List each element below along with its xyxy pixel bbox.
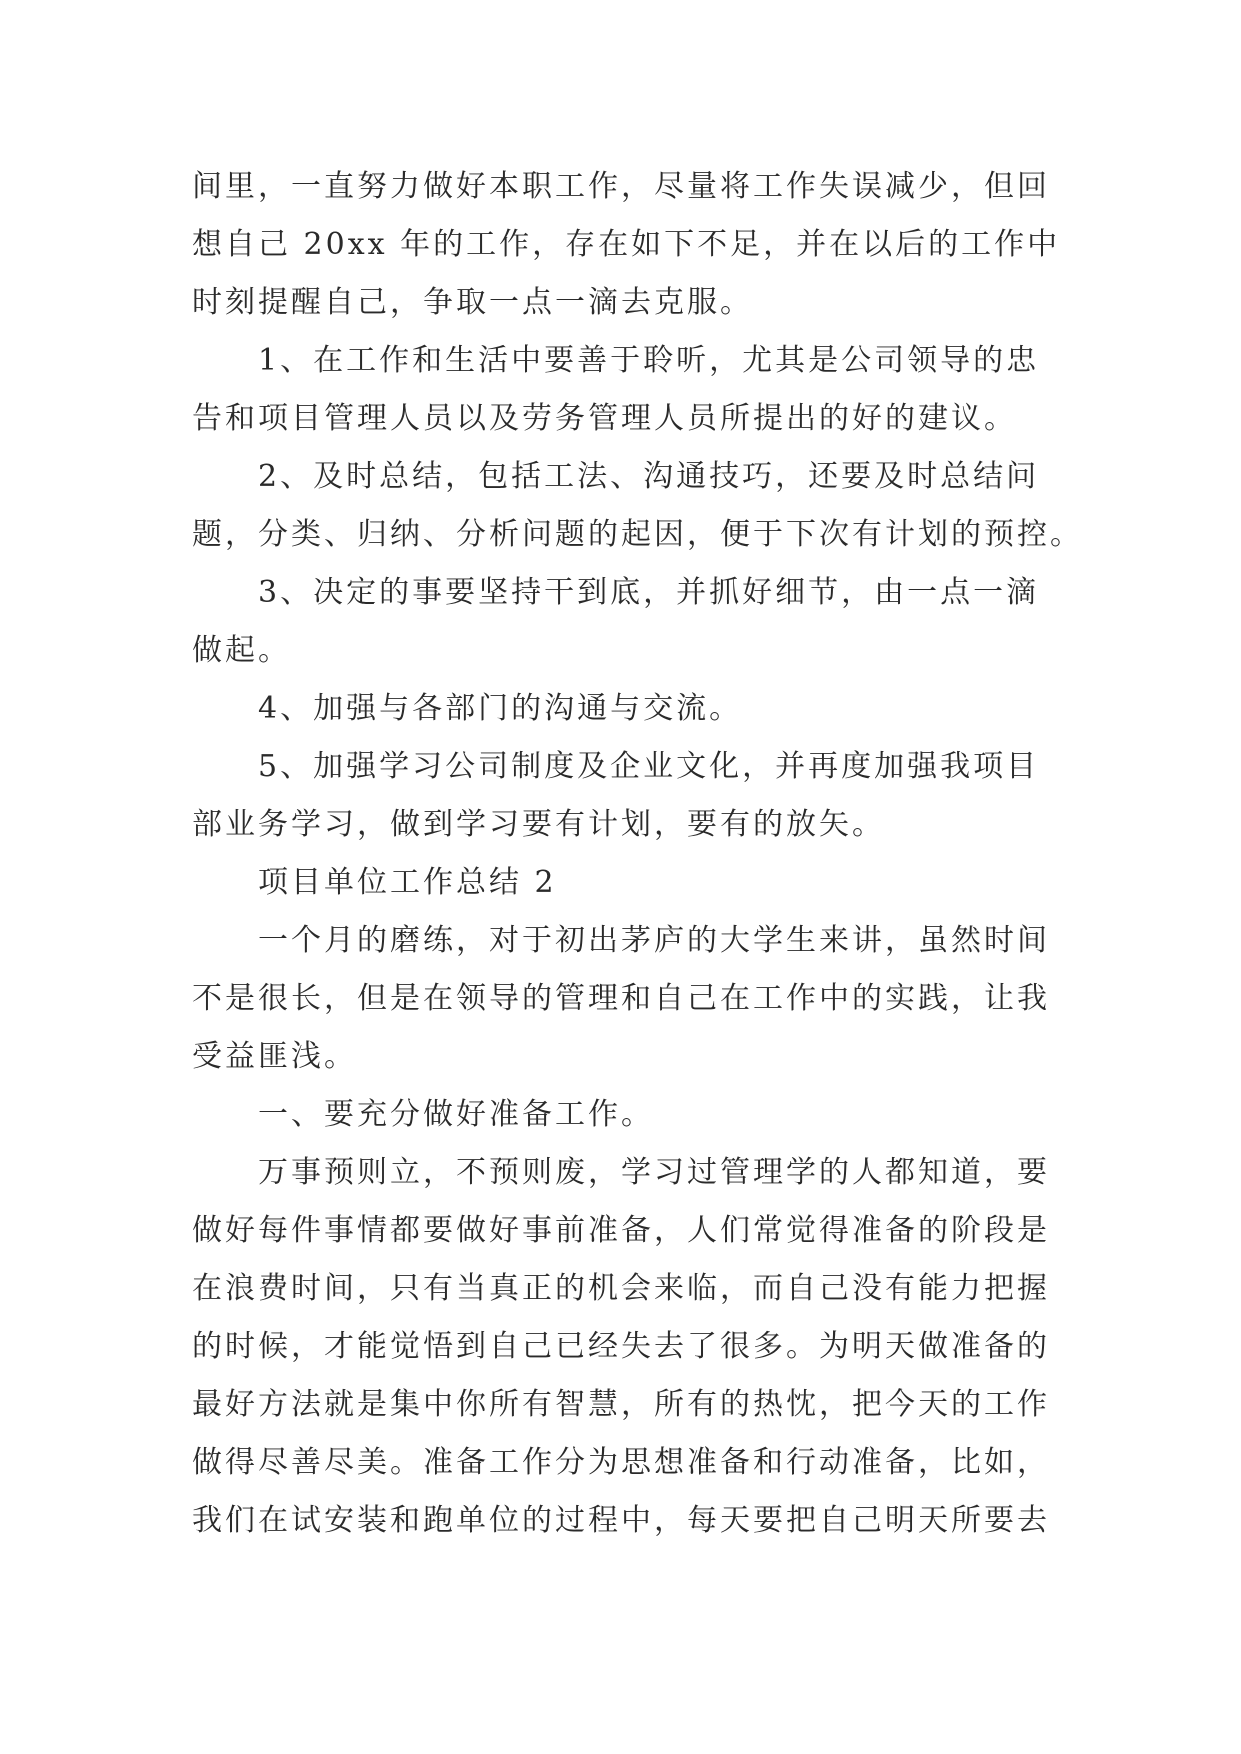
text-line: 时刻提醒自己，争取一点一滴去克服。 xyxy=(192,285,753,320)
text-line: 间里，一直努力做好本职工作，尽量将工作失误减少，但回 xyxy=(192,169,1050,204)
paragraph-start: 一个月的磨练，对于初出茅庐的大学生来讲，虽然时间 xyxy=(192,923,1050,958)
list-item-2: 2、及时总结，包括工法、沟通技巧，还要及时总结问 xyxy=(192,459,1040,494)
list-item-3: 3、决定的事要坚持干到底，并抓好细节，由一点一滴 xyxy=(192,575,1040,610)
text-line: 我们在试安装和跑单位的过程中，每天要把自己明天所要去 xyxy=(192,1503,1050,1538)
list-item-1: 1、在工作和生活中要善于聆听，尤其是公司领导的忠 xyxy=(192,343,1040,378)
text-line: 做得尽善尽美。准备工作分为思想准备和行动准备，比如， xyxy=(192,1445,1050,1480)
list-item-5: 5、加强学习公司制度及企业文化，并再度加强我项目 xyxy=(192,749,1040,784)
text-line: 不是很长，但是在领导的管理和自己在工作中的实践，让我 xyxy=(192,981,1050,1016)
section-heading: 项目单位工作总结 2 xyxy=(192,865,557,900)
text-line: 在浪费时间，只有当真正的机会来临，而自己没有能力把握 xyxy=(192,1271,1050,1306)
text-line: 告和项目管理人员以及劳务管理人员所提出的好的建议。 xyxy=(192,401,1017,436)
text-line: 受益匪浅。 xyxy=(192,1039,357,1074)
list-item-4: 4、加强与各部门的沟通与交流。 xyxy=(192,691,743,726)
text-line: 题，分类、归纳、分析问题的起因，便于下次有计划的预控。 xyxy=(192,517,1083,552)
text-line: 的时候，才能觉悟到自己已经失去了很多。为明天做准备的 xyxy=(192,1329,1050,1364)
text-line: 部业务学习，做到学习要有计划，要有的放矢。 xyxy=(192,807,885,842)
text-line: 做起。 xyxy=(192,633,291,668)
text-line: 最好方法就是集中你所有智慧，所有的热忱，把今天的工作 xyxy=(192,1387,1050,1422)
text-line: 做好每件事情都要做好事前准备，人们常觉得准备的阶段是 xyxy=(192,1213,1050,1248)
subheading: 一、要充分做好准备工作。 xyxy=(192,1097,654,1132)
document-body xyxy=(192,158,1083,1550)
text-line: 想自己 20xx 年的工作，存在如下不足，并在以后的工作中 xyxy=(192,227,1061,262)
paragraph-start: 万事预则立，不预则废，学习过管理学的人都知道，要 xyxy=(192,1155,1050,1190)
